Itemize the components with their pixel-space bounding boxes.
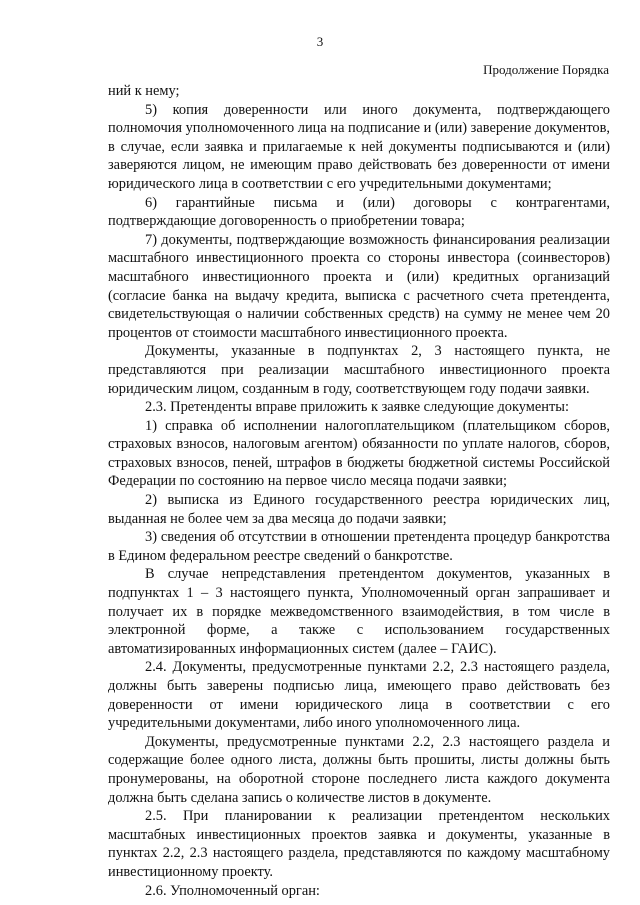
paragraph: 5) копия доверенности или иного документа, подтверждающего полномочия уполномоченного лица на подписание и (или) заверение документов, в случае, если заявка и прилагаемые к ней документы подписываются и (или) заверяются лицом, не имеющим право действовать без доверенности от имени юридического лица в соответствии с его учредительными документами; — [108, 101, 610, 192]
paragraph: 2.5. При планировании к реализации претендентом нескольких масштабных инвестиционных проектов заявка и документы, указанные в пунктах 2.2, 2.3 настоящего раздела, представляются по каждому масштабному инвестиционному проекту. — [108, 808, 610, 880]
paragraph: ний к нему; — [108, 83, 180, 99]
paragraph: Документы, указанные в подпунктах 2, 3 настоящего пункта, не представляются при реализации масштабного инвестиционного проекта юридическим лицом, созданным в году, соответствующем году подачи заявки. — [108, 343, 610, 397]
paragraph: 7) документы, подтверждающие возможность финансирования реализации масштабного инвестиционного проекта со стороны инвестора (соинвесторов) масштабного инвестиционного проекта и (или) кредитных организаций (согласие банка на выдачу кредита, выписка с расчетного счета претендента, свидетельствующая о наличии собственных средств) на сумму не менее чем 20 процентов от стоимости масштабного инвестиционного проекта. — [108, 231, 610, 341]
paragraph: 2.6. Уполномоченный орган: — [145, 882, 320, 899]
paragraph: 6) гарантийные письма и (или) договоры с контрагентами, подтверждающие договоренность о приобретении товара; — [108, 194, 610, 230]
paragraph: 2.4. Документы, предусмотренные пунктами 2.2, 2.3 настоящего раздела, должны быть заверены подписью лица, имеющего право действовать без доверенности от имени юридического лица в соответствии с его учредительными документами, либо иного уполномоченного лица. — [108, 659, 610, 732]
page-number: 3 — [316, 34, 324, 49]
paragraph: 2.3. Претенденты вправе приложить к заявке следующие документы: — [145, 399, 569, 416]
document-body — [108, 82, 610, 900]
paragraph: 2) выписка из Единого государственного реестра юридических лиц, выданная не более чем за два месяца до подачи заявки; — [108, 492, 610, 527]
paragraph: В случае непредставления претендентом документов, указанных в подпунктах 1 – 3 настоящего пункта, Уполномоченный орган запрашивает и получает их в порядке межведомственного взаимодействия, в том числе в электронной форме, а также с использованием государственных автоматизированных информационных систем (далее – ГАИС). — [108, 566, 610, 657]
paragraph: 1) справка об исполнении налогоплательщиком (плательщиком сборов, страховых взносов, налоговым агентом) обязанности по уплате налогов, сборов, страховых взносов, пеней, штрафов в бюджеты бюджетной системы Российской Федерации по состоянию на первое число месяца подачи заявки; — [108, 417, 610, 490]
running-header: Продолжение Порядка — [483, 62, 609, 77]
paragraph: 3) сведения об отсутствии в отношении претендента процедур банкротства в Едином федеральном реестре сведений о банкротстве. — [108, 529, 610, 564]
paragraph: Документы, предусмотренные пунктами 2.2, 2.3 настоящего раздела и содержащие более одного листа, должны быть прошиты, листы должны быть пронумерованы, на оборотной стороне последнего листа каждого документа должна быть сделана запись о количестве листов в документе. — [108, 733, 610, 806]
